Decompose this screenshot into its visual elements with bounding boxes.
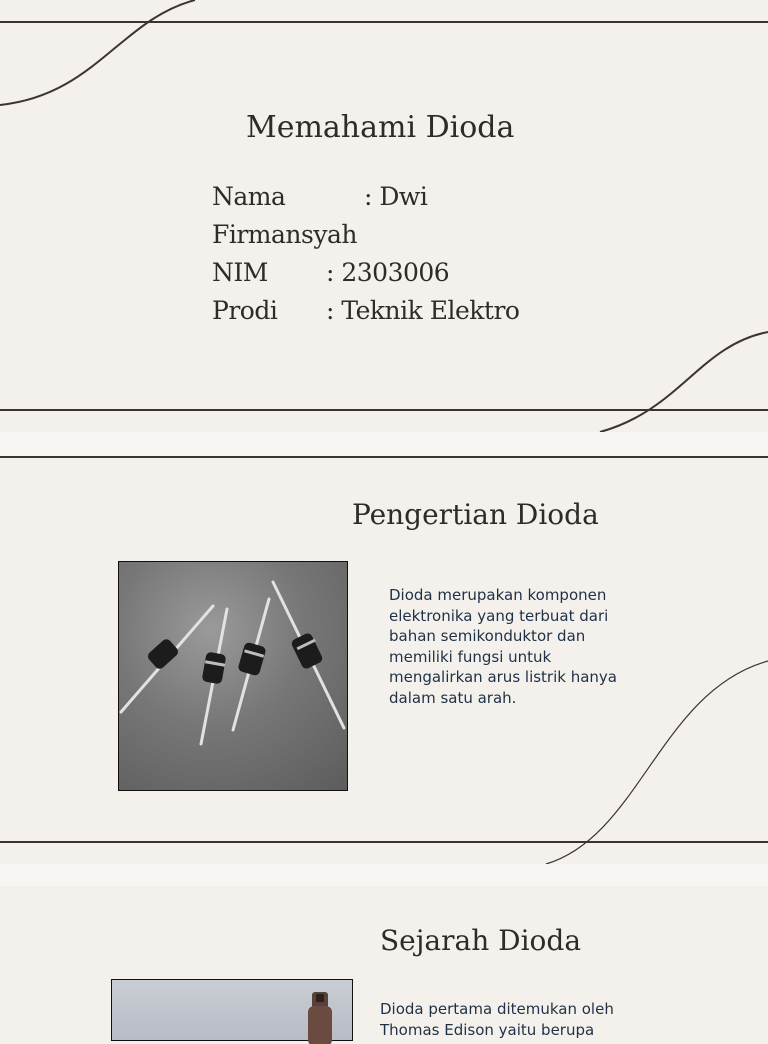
- name-row: [212, 178, 572, 216]
- text-line: memiliki fungsi untuk: [389, 647, 552, 666]
- text-line: bahan semikonduktor dan: [389, 627, 586, 645]
- vacuum-tube-photo: [111, 979, 353, 1041]
- name-continuation-row: [212, 216, 572, 254]
- prodi-value: : Teknik Elektro: [326, 296, 520, 325]
- name-value-continued: Firmansyah: [212, 220, 357, 249]
- prodi-label: Prodi: [212, 296, 278, 325]
- text-line: elektronika yang terbuat dari: [389, 606, 609, 625]
- slide-pengertian: [0, 456, 768, 864]
- slide-title: [0, 0, 768, 432]
- slide-gap: [0, 432, 768, 456]
- text-line: dalam satu arah.: [389, 688, 517, 707]
- diode-illustration: [119, 562, 347, 790]
- text-line: mengalirkan arus listrik hanya: [389, 668, 617, 686]
- name-value: : Dwi: [364, 182, 428, 211]
- presentation-title: Memahami Dioda: [246, 110, 515, 145]
- history-text: [380, 999, 670, 1040]
- student-info: [212, 178, 572, 330]
- nim-value: : 2303006: [326, 258, 450, 287]
- name-label: Nama: [212, 182, 286, 211]
- nim-row: [212, 254, 572, 292]
- slide-gap: [0, 864, 768, 886]
- diode-photo: [118, 561, 348, 791]
- text-line: Dioda merupakan komponen: [389, 586, 607, 604]
- diode-bodies: [146, 632, 324, 685]
- text-line: Dioda pertama ditemukan oleh: [380, 1000, 614, 1018]
- text-line: Thomas Edison yaitu berupa: [380, 1020, 595, 1039]
- section-title: Pengertian Dioda: [352, 498, 599, 531]
- vacuum-tube-illustration: [112, 980, 352, 1040]
- prodi-row: [212, 292, 572, 330]
- slide-sejarah: [0, 886, 768, 1039]
- section-title: Sejarah Dioda: [380, 924, 582, 957]
- nim-label: NIM: [212, 258, 268, 287]
- definition-text: [389, 585, 669, 708]
